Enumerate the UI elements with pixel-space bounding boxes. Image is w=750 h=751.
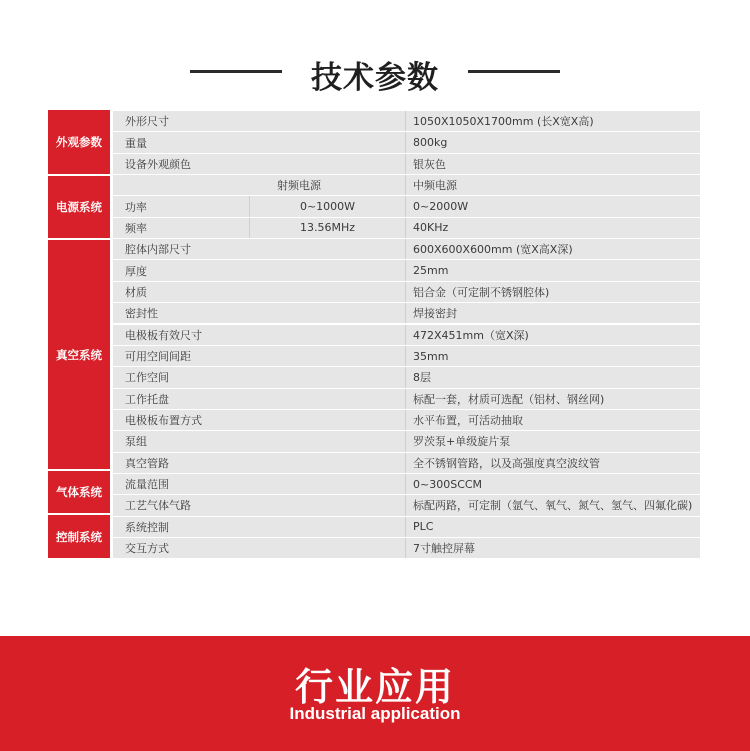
category-control: 控制系统 xyxy=(48,515,110,558)
table-row xyxy=(113,516,700,537)
row-label: 电极板布置方式 xyxy=(125,414,202,428)
row-value: 600X600X600mm (宽X高X深) xyxy=(405,239,700,259)
category-vacuum: 真空系统 xyxy=(48,240,110,469)
rf-value: 0~1000W xyxy=(299,200,356,214)
row-label: 交互方式 xyxy=(125,542,169,556)
section-title xyxy=(0,48,750,96)
table-row xyxy=(113,238,700,259)
row-value: 472X451mm（宽X深) xyxy=(405,325,700,345)
title-divider-left xyxy=(190,70,282,73)
table-row xyxy=(113,494,700,515)
table-row xyxy=(113,302,700,323)
row-value: 1050X1050X1700mm (长X宽X高) xyxy=(405,111,700,131)
row-value: 7寸触控屏幕 xyxy=(405,538,700,558)
row-value: 铝合金（可定制不锈钢腔体) xyxy=(405,282,700,302)
row-value: 8层 xyxy=(405,367,700,387)
category-appearance: 外观参数 xyxy=(48,110,110,174)
row-value: 标配一套，材质可选配（铝材、钢丝网) xyxy=(405,389,700,409)
table-row xyxy=(113,324,700,345)
table-row xyxy=(113,259,700,280)
page-title: 技术参数 xyxy=(311,60,439,96)
spec-table xyxy=(48,110,700,558)
row-label: 工艺气体气路 xyxy=(125,499,191,513)
row-label: 工作托盘 xyxy=(125,392,169,406)
industry-banner xyxy=(0,636,750,751)
row-value: 银灰色 xyxy=(405,154,700,174)
rf-power-header: 射频电源 xyxy=(277,179,321,193)
table-row xyxy=(113,452,700,473)
row-value: 焊接密封 xyxy=(405,303,700,323)
row-value: PLC xyxy=(405,517,700,537)
row-value: 35mm xyxy=(405,346,700,366)
row-label: 功率 xyxy=(113,196,250,216)
row-value: 全不锈钢管路，以及高强度真空波纹管 xyxy=(405,453,700,473)
row-label: 重量 xyxy=(125,136,147,150)
row-value: 水平布置，可活动抽取 xyxy=(405,410,700,430)
title-divider-right xyxy=(468,70,560,73)
row-label: 系统控制 xyxy=(125,520,169,534)
table-row xyxy=(113,217,700,238)
banner-subtitle: Industrial application xyxy=(289,704,461,723)
table-row xyxy=(113,388,700,409)
row-value: 0~2000W xyxy=(405,196,700,216)
table-row xyxy=(113,537,700,558)
table-row xyxy=(113,366,700,387)
row-label: 腔体内部尺寸 xyxy=(125,243,191,257)
row-label: 设备外观颜色 xyxy=(125,157,191,171)
row-label: 材质 xyxy=(125,285,147,299)
table-row xyxy=(113,473,700,494)
row-value: 40KHz xyxy=(405,218,700,238)
mf-power-header: 中频电源 xyxy=(405,175,700,195)
row-value: 800kg xyxy=(405,132,700,152)
table-row xyxy=(113,195,700,216)
table-row xyxy=(113,345,700,366)
row-label: 可用空间间距 xyxy=(125,350,191,364)
row-value: 罗茨泵+单级旋片泵 xyxy=(405,431,700,451)
table-row xyxy=(113,409,700,430)
row-label: 工作空间 xyxy=(125,371,169,385)
table-row xyxy=(113,131,700,152)
table-row xyxy=(113,153,700,174)
rf-value: 13.56MHz xyxy=(299,221,356,235)
row-label: 外形尺寸 xyxy=(125,115,169,129)
row-label: 密封性 xyxy=(125,307,158,321)
banner-title: 行业应用 xyxy=(294,665,455,709)
table-row xyxy=(113,281,700,302)
table-row xyxy=(113,430,700,451)
row-label: 厚度 xyxy=(125,264,147,278)
table-row xyxy=(113,110,700,131)
row-label: 流量范围 xyxy=(125,478,169,492)
row-value: 25mm xyxy=(405,260,700,280)
category-gas: 气体系统 xyxy=(48,471,110,513)
row-label: 频率 xyxy=(113,218,250,238)
row-label: 真空管路 xyxy=(125,456,169,470)
row-value: 0~300SCCM xyxy=(405,474,700,494)
table-row-header xyxy=(113,174,700,195)
category-power: 电源系统 xyxy=(48,176,110,238)
row-value: 标配两路，可定制（氩气、氧气、氮气、氢气、四氟化碳) xyxy=(405,495,700,515)
row-label: 泵组 xyxy=(125,435,147,449)
row-label: 电极板有效尺寸 xyxy=(125,328,202,342)
